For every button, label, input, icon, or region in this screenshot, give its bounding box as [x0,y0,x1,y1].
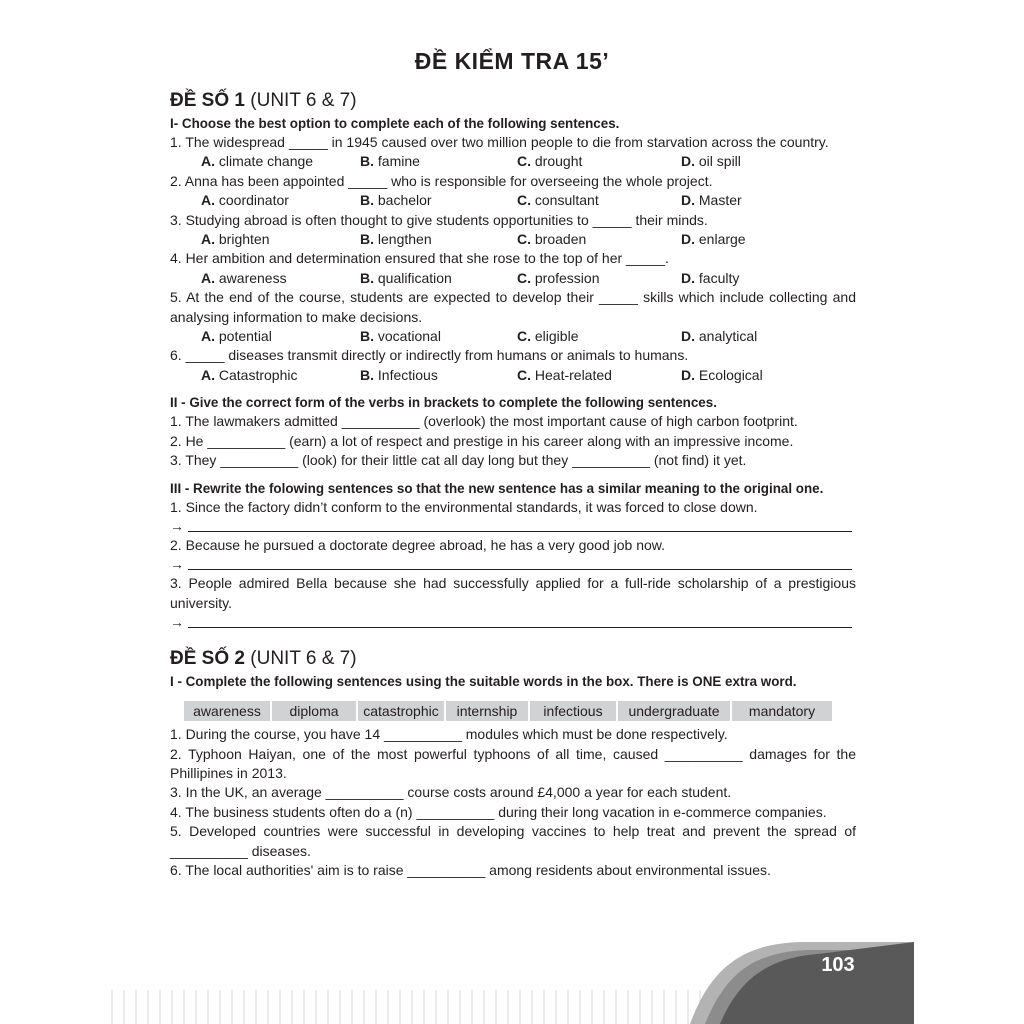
option-a: A. awareness [201,269,287,286]
complete-item-3: 3. In the UK, an average __________ course costs around £4,000 a year for each student. [170,784,732,801]
question-4-options [170,269,856,288]
option-b: B. lengthen [360,231,432,248]
arrow-icon: → [170,517,184,534]
answer-rule [188,531,852,532]
option-d: D. oil spill [681,153,741,170]
test1-part1-instruction: I- Choose the best option to complete each of the following sentences. [170,116,620,131]
page-title: ĐỀ KIỂM TRA 15’ [414,48,610,74]
answer-line-3 [170,613,856,632]
question-5-options [170,327,856,346]
answer-rule [188,569,852,570]
question-5: 5. At the end of the course, students are expected to develop their _____ skills which include collecting and analysing information to make decisions. [170,289,856,325]
option-d: D. enlarge [681,231,746,248]
question-6: 6. _____ diseases transmit directly or indirectly from humans or animals to humans. [170,347,689,364]
question-list [170,133,856,385]
test1-part2-instruction: II - Give the correct form of the verbs in brackets to complete the following sentences. [170,395,717,411]
word-box-item: undergraduate [618,701,730,721]
answer-line-1 [170,517,856,536]
option-c: C. eligible [517,328,579,345]
complete-item-1: 1. During the course, you have 14 __________ modules which must be done respectively. [170,726,728,743]
option-a: A. coordinator [201,192,289,209]
test1-title: ĐỀ SỐ 1 [170,90,245,111]
question-4: 4. Her ambition and determination ensured that she rose to the top of her _____. [170,250,669,267]
question-3: 3. Studying abroad is often thought to give students opportunities to _____ their minds. [170,211,708,228]
answer-line-2 [170,555,856,574]
rewrite-item-3: 3. People admired Bella because she had successfully applied for a full-ride scholarship of a prestigious university. [170,575,856,611]
test1-part3-instruction: III - Rewrite the folowing sentences so that the new sentence has a similar meaning to the original one. [170,480,824,496]
option-b: B. Infectious [360,366,438,383]
test2-title: ĐỀ SỐ 2 [170,648,245,670]
option-a: A. climate change [201,153,314,170]
question-1: 1. The widespread _____ in 1945 caused over two million people to die from starvation across the country. [170,134,829,150]
footer-decoration [0,930,1024,1024]
arrow-icon: → [170,614,184,631]
option-a: A. potential [201,328,272,345]
option-c: C. drought [517,153,583,170]
question-2-options [170,191,856,210]
question-6-options [170,366,856,385]
test1-heading [170,88,856,114]
verb-item-3: 3. They __________ (look) for their little cat all day long but they __________ (not find) it yet. [170,452,747,469]
option-b: B. bachelor [360,192,432,209]
rewrite-item-1: 1. Since the factory didn’t conform to the environmental standards, it was forced to close down. [170,498,758,515]
option-c: C. profession [517,269,600,286]
page-content [170,88,856,880]
option-d: D. Master [681,192,742,209]
option-d: D. analytical [681,328,758,345]
word-box-item: internship [446,701,528,721]
word-box-item: diploma [272,701,356,721]
option-b: B. vocational [360,328,441,345]
arrow-icon: → [170,556,184,573]
rewrite-item-2: 2. Because he pursued a doctorate degree abroad, he has a very good job now. [170,536,666,553]
complete-item-4: 4. The business students often do a (n) __________ during their long vacation in e-commerce companies. [170,803,827,820]
word-box-item: catastrophic [358,701,444,721]
word-box [184,701,856,721]
test2-unit: (UNIT 6 & 7) [250,648,357,670]
page-number: 103 [821,954,855,976]
answer-rule [188,627,852,628]
option-b: B. famine [360,153,420,170]
verb-item-2: 2. He __________ (earn) a lot of respect and prestige in his career along with an impressive income. [170,432,794,449]
question-3-options [170,230,856,249]
word-box-item: infectious [530,701,616,721]
option-c: C. Heat-related [517,366,612,383]
test2-heading [170,646,856,672]
complete-item-2: 2. Typhoon Haiyan, one of the most powerful typhoons of all time, caused __________ damages for the Phillipines in 2013. [170,745,856,781]
option-d: D. Ecological [681,366,763,383]
option-a: A. Catastrophic [201,366,298,383]
test2-part1-instruction: I - Complete the following sentences using the suitable words in the box. There is ONE extra word. [170,674,797,690]
verb-item-1: 1. The lawmakers admitted __________ (overlook) the most important cause of high carbon footprint. [170,413,798,430]
question-1-options [170,152,856,171]
question-2: 2. Anna has been appointed _____ who is responsible for overseeing the whole project. [170,172,713,189]
word-box-item: mandatory [732,701,832,721]
option-c: C. broaden [517,231,587,248]
option-b: B. qualification [360,269,452,286]
complete-item-6: 6. The local authorities' aim is to raise __________ among residents about environmental issues. [170,861,771,878]
option-d: D. faculty [681,269,740,286]
option-c: C. consultant [517,192,599,209]
footer-tick-marks [112,990,700,1024]
word-box-item: awareness [184,701,270,721]
test1-unit: (UNIT 6 & 7) [250,90,357,111]
option-a: A. brighten [201,231,270,248]
complete-item-5: 5. Developed countries were successful in developing vaccines to help treat and prevent the spread of __________ diseases. [170,823,856,859]
